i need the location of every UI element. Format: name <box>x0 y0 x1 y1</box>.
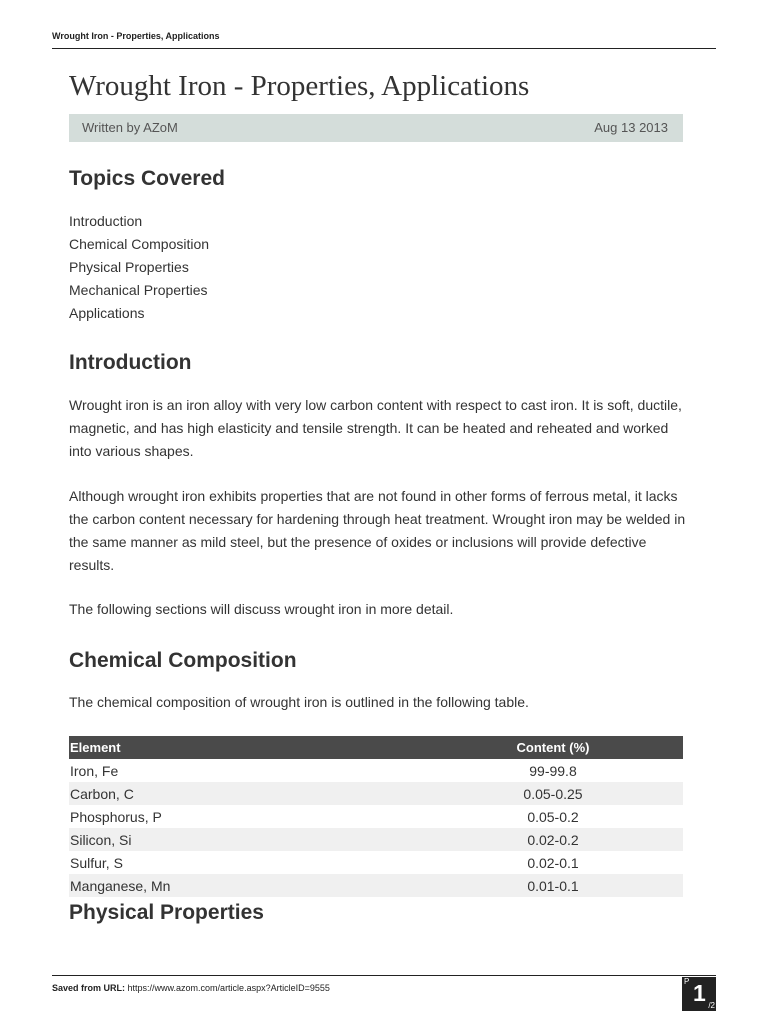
cell-element: Phosphorus, P <box>70 808 162 825</box>
cell-element: Manganese, Mn <box>69 874 423 897</box>
footer-source <box>52 983 330 993</box>
cell-content: 0.02-0.2 <box>423 828 683 851</box>
table-row <box>69 874 683 897</box>
topic-link-applications[interactable]: Applications <box>69 305 145 321</box>
composition-table <box>69 736 683 897</box>
topics-heading: Topics Covered <box>69 167 225 190</box>
page-prefix: P <box>684 977 690 986</box>
intro-paragraph-3: The following sections will discuss wrought iron in more detail. <box>69 601 454 617</box>
byline-author: Written by AZoM <box>82 120 178 135</box>
table-header-row <box>69 736 683 759</box>
footer-saved-label: Saved from URL: <box>52 983 126 993</box>
footer-divider <box>52 975 716 976</box>
cell-content: 0.05-0.25 <box>423 782 683 805</box>
topic-link-physical-properties[interactable]: Physical Properties <box>69 259 189 275</box>
cell-content: 0.02-0.1 <box>527 854 579 871</box>
cell-element: Carbon, C <box>69 782 423 805</box>
header-divider <box>52 48 716 49</box>
physical-properties-heading: Physical Properties <box>69 901 264 924</box>
chemical-intro: The chemical composition of wrought iron is outlined in the following table. <box>69 694 529 710</box>
topic-link-chemical-composition[interactable]: Chemical Composition <box>69 236 210 252</box>
intro-paragraph-1: Wrought iron is an iron alloy with very low carbon content with respect to cast iron. It is soft, ductile, magnetic, and has high elasticity and tensile strength. It can be heated and reheated and worked into various shapes. <box>69 397 682 459</box>
byline-date: Aug 13 2013 <box>594 120 668 135</box>
byline-bar <box>69 114 683 142</box>
cell-content: 0.05-0.2 <box>527 808 579 825</box>
introduction-heading: Introduction <box>69 351 192 374</box>
cell-content: 99-99.8 <box>529 762 577 779</box>
article-title: Wrought Iron - Properties, Applications <box>69 70 530 102</box>
table-row <box>69 805 683 828</box>
table-row <box>69 828 683 851</box>
table-row <box>69 782 683 805</box>
cell-element: Iron, Fe <box>70 762 119 779</box>
column-header-content: Content (%) <box>423 736 683 759</box>
page-total: /2 <box>708 1001 715 1010</box>
topic-link-introduction[interactable]: Introduction <box>69 213 143 229</box>
running-header-title: Wrought Iron - Properties, Applications <box>52 31 220 41</box>
topics-list <box>69 210 209 325</box>
table-row <box>69 759 683 782</box>
column-header-element: Element <box>69 736 423 759</box>
page-number-badge <box>682 977 716 1011</box>
cell-element: Sulfur, S <box>70 854 123 871</box>
topic-link-mechanical-properties[interactable]: Mechanical Properties <box>69 282 208 298</box>
table-row <box>69 851 683 874</box>
page-number: 1 <box>693 980 706 1006</box>
cell-element: Silicon, Si <box>69 828 423 851</box>
footer-url-link[interactable]: https://www.azom.com/article.aspx?ArticleID=9555 <box>127 983 330 993</box>
cell-content: 0.01-0.1 <box>423 874 683 897</box>
chemical-composition-heading: Chemical Composition <box>69 649 297 672</box>
intro-paragraph-2: Although wrought iron exhibits properties that are not found in other forms of ferrous metal, it lacks the carbon content necessary for hardening through heat treatment. Wrought iron may be welded in the same manner as mild steel, but the presence of oxides or inclusions will provide defective results. <box>69 488 686 573</box>
